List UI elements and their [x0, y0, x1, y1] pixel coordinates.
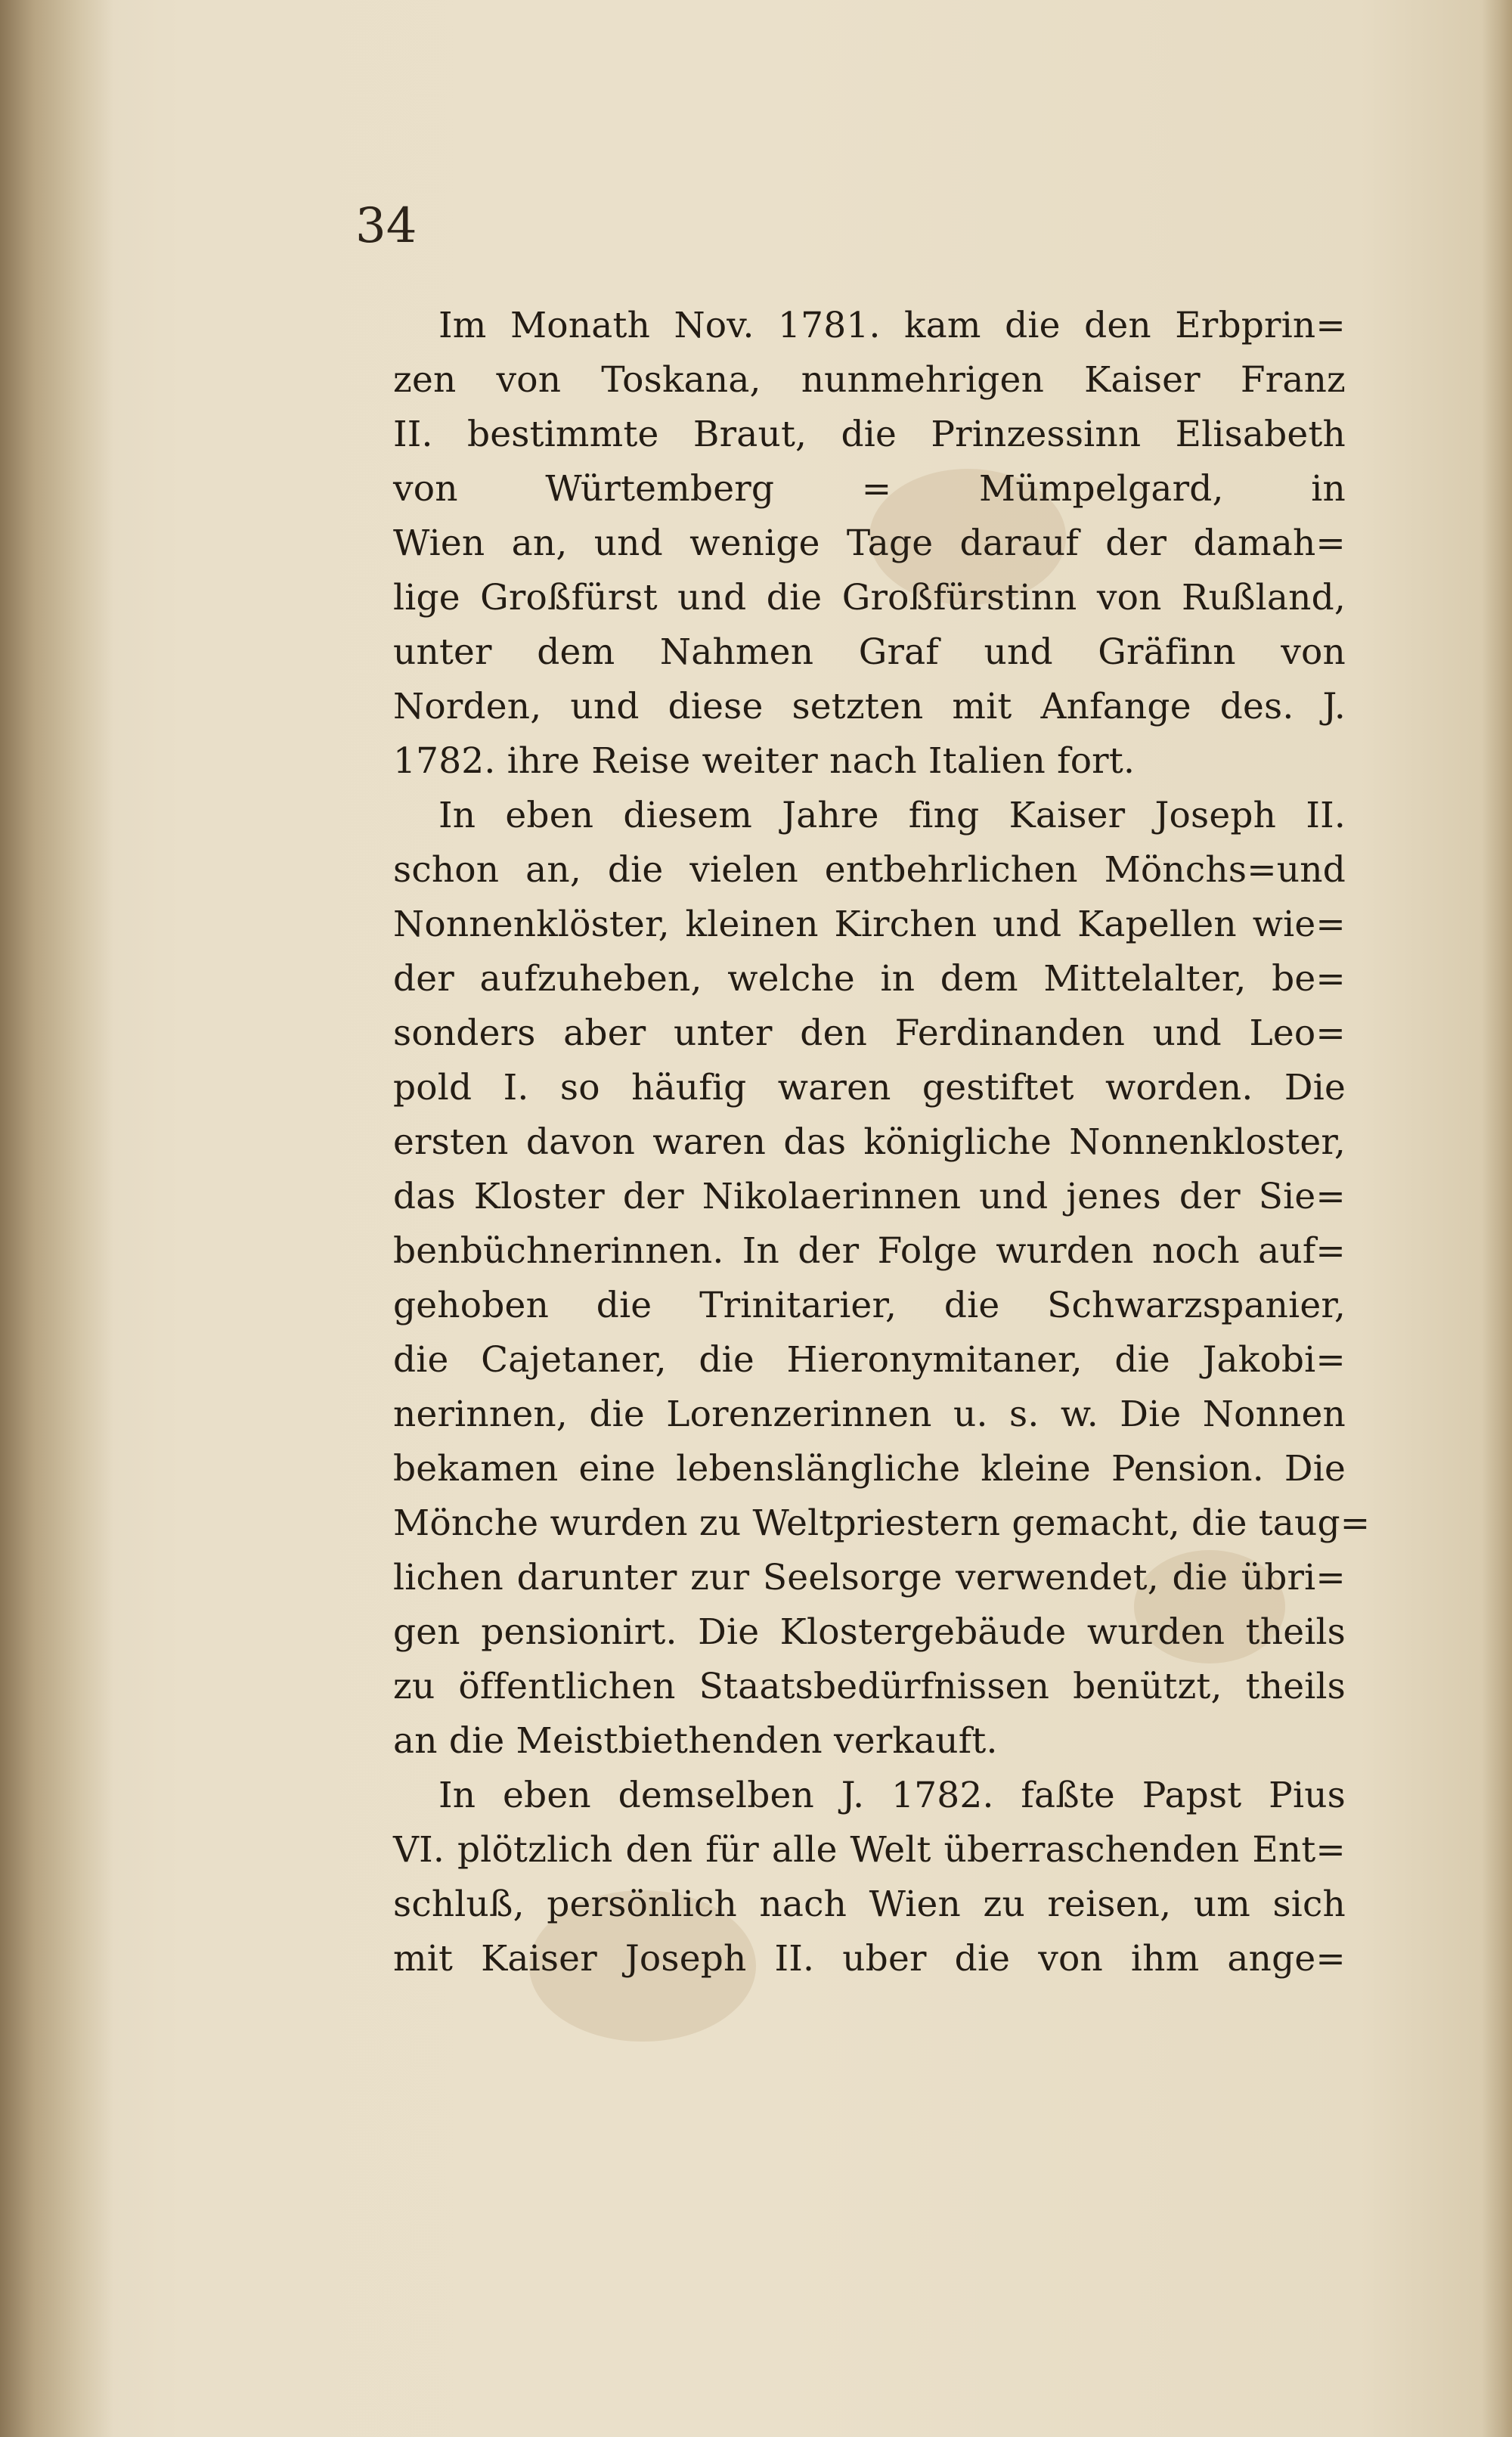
gutter-shadow [0, 0, 113, 2437]
text-line: In eben diesem Jahre fing Kaiser Joseph II. [438, 795, 1346, 836]
text-line: unter dem Nahmen Graf und Gräfinn von [393, 631, 1346, 673]
text-line: zen von Toskana, nunmehrigen Kaiser Franz [393, 359, 1346, 401]
body-text [393, 299, 1371, 1986]
text-line: die Cajetaner, die Hieronymitaner, die Jakobi= [393, 1339, 1346, 1381]
text-line: pold I. so häufig waren gestiftet worden. Die [393, 1067, 1346, 1108]
text-line: der aufzuheben, welche in dem Mittelalter, be= [393, 958, 1346, 1000]
text-line: Im Monath Nov. 1781. kam die den Erbprin= [438, 305, 1346, 346]
page-number: 34 [355, 198, 417, 254]
paragraph-2 [393, 789, 1371, 1769]
text-line: VI. plötzlich den für alle Welt überraschenden Ent= [393, 1829, 1346, 1871]
text-line: Wien an, und wenige Tage darauf der damah= [393, 522, 1346, 564]
text-line: bekamen eine lebenslängliche kleine Pension. Die [393, 1448, 1346, 1490]
text-line: zu öffentlichen Staatsbedürfnissen benützt, theils [393, 1666, 1346, 1707]
text-line: Mönche wurden zu Weltpriestern gemacht, die taug= [393, 1502, 1371, 1544]
text-line: 1782. ihre Reise weiter nach Italien fort. [393, 740, 1136, 782]
text-line: nerinnen, die Lorenzerinnen u. s. w. Die Nonnen [393, 1394, 1346, 1435]
text-line: In eben demselben J. 1782. faßte Papst Pius [438, 1775, 1346, 1816]
text-line: II. bestimmte Braut, die Prinzessinn Elisabeth [393, 414, 1346, 455]
text-line: Norden, und diese setzten mit Anfange des. J. [393, 686, 1346, 727]
text-line: lige Großfürst und die Großfürstinn von Rußland, [393, 577, 1346, 619]
text-line: ersten davon waren das königliche Nonnenkloster, [393, 1121, 1346, 1163]
text-line: sonders aber unter den Ferdinanden und Leo= [393, 1012, 1346, 1054]
text-line: von Würtemberg = Mümpelgard, in [393, 468, 1346, 510]
text-line: gen pensionirt. Die Klostergebäude wurden theils [393, 1611, 1346, 1653]
text-line: an die Meistbiethenden verkauft. [393, 1720, 998, 1762]
text-line: schluß, persönlich nach Wien zu reisen, um sich [393, 1884, 1346, 1925]
text-line: mit Kaiser Joseph II. uber die von ihm ange= [393, 1938, 1346, 1980]
paragraph-1 [393, 299, 1346, 789]
text-line: benbüchnerinnen. In der Folge wurden noch auf= [393, 1230, 1346, 1272]
text-line: lichen darunter zur Seelsorge verwendet, die übri= [393, 1557, 1346, 1598]
text-line: schon an, die vielen entbehrlichen Mönchs=und [393, 849, 1346, 891]
text-line: gehoben die Trinitarier, die Schwarzspanier, [393, 1285, 1346, 1326]
right-page-edge [1482, 0, 1512, 2437]
text-line: das Kloster der Nikolaerinnen und jenes der Sie= [393, 1176, 1346, 1217]
paragraph-3 [393, 1769, 1346, 1986]
text-line: Nonnenklöster, kleinen Kirchen und Kapellen wie= [393, 904, 1346, 945]
